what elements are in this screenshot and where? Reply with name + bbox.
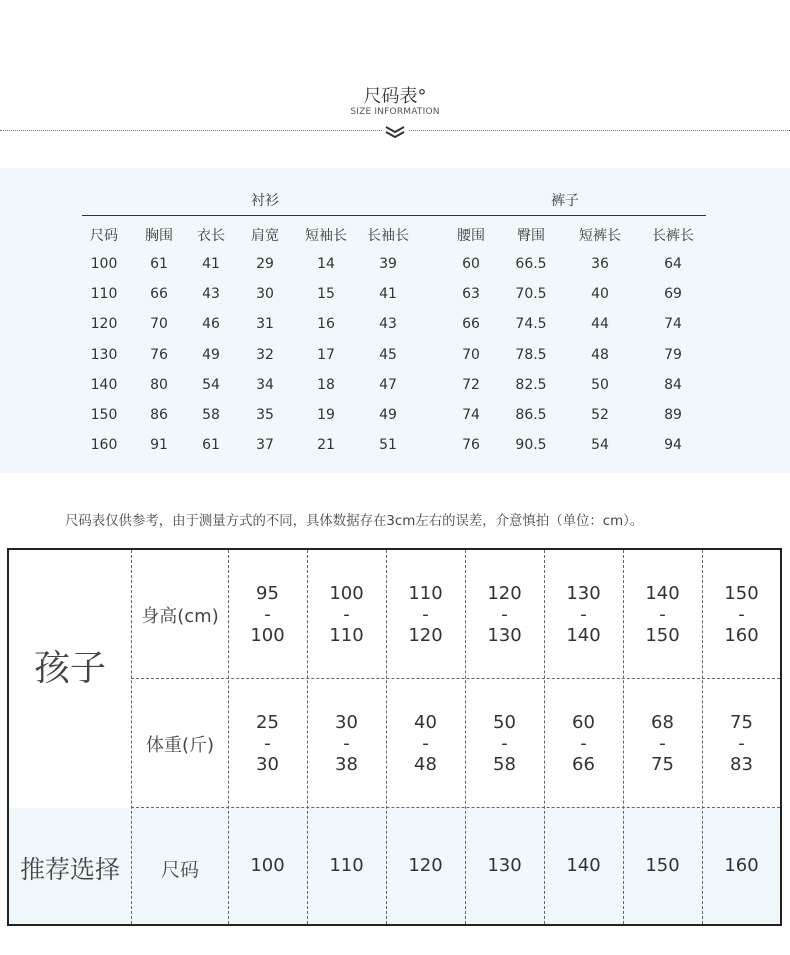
- weight-range-from: 25: [256, 712, 279, 733]
- table-cell: 19: [317, 407, 335, 423]
- table-cell: 46: [202, 316, 220, 333]
- size-value: 100: [250, 855, 285, 876]
- weight-range-to: 75: [651, 754, 674, 775]
- table-cell: 32: [256, 346, 274, 363]
- table-cell: 86.5: [515, 407, 547, 423]
- table-cell: 61: [202, 437, 220, 454]
- table-cell: 51: [379, 437, 397, 454]
- table-cell: 66: [462, 316, 480, 333]
- height-range-separator: -: [659, 604, 666, 625]
- table-cell: 78.5: [515, 346, 547, 363]
- column-header: 衣长: [197, 228, 225, 244]
- height-range-from: 140: [645, 583, 680, 604]
- column-header: 腰围: [457, 228, 485, 244]
- height-range-to: 150: [645, 625, 680, 646]
- table-cell: 54: [591, 437, 609, 454]
- size-value: 150: [645, 855, 680, 876]
- table-cell: 64: [664, 256, 682, 272]
- weight-range-from: 60: [572, 712, 595, 733]
- table-cell: 45: [379, 346, 397, 363]
- weight-range-separator: -: [422, 733, 429, 754]
- table-cell: 44: [591, 316, 609, 333]
- table-cell: 21: [317, 437, 335, 454]
- grid-hline: [131, 807, 780, 808]
- height-range-separator: -: [501, 604, 508, 625]
- table-cell: 100: [90, 256, 118, 272]
- height-label: 身高(cm): [141, 606, 219, 627]
- table-cell: 15: [317, 286, 335, 303]
- page-subtitle: SIZE INFORMATION: [350, 107, 440, 117]
- weight-range-separator: -: [501, 733, 508, 754]
- table-cell: 86: [150, 407, 168, 423]
- column-header: 臀围: [517, 228, 545, 244]
- table-cell: 66.5: [515, 256, 547, 272]
- weight-range-from: 40: [414, 712, 437, 733]
- height-range-to: 160: [724, 625, 759, 646]
- height-range-to: 120: [408, 625, 443, 646]
- grid-hline: [131, 678, 780, 679]
- table-cell: 16: [317, 316, 335, 333]
- table-cell: 39: [379, 256, 397, 272]
- weight-range-separator: -: [264, 733, 271, 754]
- table-cell: 60: [462, 256, 480, 272]
- double-chevron-down-icon: [382, 124, 408, 140]
- size-label: 尺码: [160, 859, 199, 881]
- table-cell: 94: [664, 437, 682, 454]
- height-range-from: 100: [329, 583, 364, 604]
- table-cell: 110: [90, 286, 118, 303]
- table-cell: 43: [202, 286, 220, 303]
- height-range-separator: -: [264, 604, 271, 625]
- weight-range-to: 38: [335, 754, 358, 775]
- height-range-from: 110: [408, 583, 443, 604]
- weight-range-from: 75: [730, 712, 753, 733]
- table-cell: 41: [379, 286, 397, 303]
- weight-label: 体重(斤): [145, 735, 215, 756]
- pants-group-label: 裤子: [551, 193, 579, 209]
- table-cell: 61: [150, 256, 168, 272]
- table-cell: 63: [462, 286, 480, 303]
- height-range-separator: -: [422, 604, 429, 625]
- size-value: 160: [724, 855, 759, 876]
- table-cell: 17: [317, 346, 335, 363]
- height-range-separator: -: [738, 604, 745, 625]
- column-header: 长袖长: [367, 228, 409, 244]
- table-cell: 66: [150, 286, 168, 303]
- child-label: 孩子: [33, 648, 106, 689]
- table-cell: 52: [591, 407, 609, 423]
- table-cell: 49: [379, 407, 397, 423]
- table-cell: 74.5: [515, 316, 547, 333]
- table-cell: 43: [379, 316, 397, 333]
- height-range-to: 110: [329, 625, 364, 646]
- height-range-from: 150: [724, 583, 759, 604]
- table-cell: 80: [150, 376, 168, 393]
- shirt-group-label: 衬衫: [251, 193, 279, 209]
- weight-range-from: 50: [493, 712, 516, 733]
- size-note: 尺码表仅供参考，由于测量方式的不同，具体数据存在3cm左右的误差，介意慎拍（单位：cm）。: [65, 514, 644, 529]
- column-header: 尺码: [90, 228, 118, 244]
- column-header: 短袖长: [305, 228, 347, 244]
- weight-range-separator: -: [738, 733, 745, 754]
- table-cell: 70.5: [515, 286, 547, 303]
- table-cell: 84: [664, 376, 682, 393]
- height-range-from: 120: [487, 583, 522, 604]
- table-cell: 70: [150, 316, 168, 333]
- table-cell: 72: [462, 376, 480, 393]
- table-cell: 150: [90, 407, 118, 423]
- table-cell: 30: [256, 286, 274, 303]
- column-header: 肩宽: [251, 228, 279, 244]
- table-cell: 76: [462, 437, 480, 454]
- height-range-to: 140: [566, 625, 601, 646]
- table-cell: 40: [591, 286, 609, 303]
- height-range-to: 100: [250, 625, 285, 646]
- height-range-from: 130: [566, 583, 601, 604]
- table-cell: 82.5: [515, 376, 547, 393]
- size-value: 140: [566, 855, 601, 876]
- table-cell: 47: [379, 376, 397, 393]
- table-cell: 91: [150, 437, 168, 454]
- table-cell: 74: [664, 316, 682, 333]
- table-cell: 29: [256, 256, 274, 272]
- column-header: 短裤长: [579, 228, 621, 244]
- weight-range-to: 66: [572, 754, 595, 775]
- table-cell: 140: [90, 376, 118, 393]
- table-cell: 160: [90, 437, 118, 454]
- weight-range-to: 48: [414, 754, 437, 775]
- table-cell: 50: [591, 376, 609, 393]
- table-cell: 69: [664, 286, 682, 303]
- table-cell: 76: [150, 346, 168, 363]
- size-value: 110: [329, 855, 364, 876]
- table-cell: 18: [317, 376, 335, 393]
- page-title: 尺码表°: [363, 86, 427, 107]
- table-cell: 120: [90, 316, 118, 333]
- table-cell: 41: [202, 256, 220, 272]
- table-cell: 36: [591, 256, 609, 272]
- size-value: 130: [487, 855, 522, 876]
- weight-range-from: 30: [335, 712, 358, 733]
- column-header: 长裤长: [652, 228, 694, 244]
- weight-range-from: 68: [651, 712, 674, 733]
- weight-range-separator: -: [343, 733, 350, 754]
- table-cell: 130: [90, 346, 118, 363]
- table-cell: 49: [202, 346, 220, 363]
- table-cell: 37: [256, 437, 274, 454]
- table-cell: 35: [256, 407, 274, 423]
- height-range-separator: -: [343, 604, 350, 625]
- column-header: 胸围: [145, 228, 173, 244]
- height-range-from: 95: [256, 583, 279, 604]
- table-cell: 14: [317, 256, 335, 272]
- table-cell: 58: [202, 407, 220, 423]
- group-divider: [82, 215, 706, 216]
- table-cell: 31: [256, 316, 274, 333]
- weight-range-separator: -: [580, 733, 587, 754]
- recommend-label: 推荐选择: [19, 855, 120, 884]
- weight-range-separator: -: [659, 733, 666, 754]
- size-value: 120: [408, 855, 443, 876]
- weight-range-to: 83: [730, 754, 753, 775]
- table-cell: 70: [462, 346, 480, 363]
- table-cell: 79: [664, 346, 682, 363]
- table-cell: 89: [664, 407, 682, 423]
- height-range-separator: -: [580, 604, 587, 625]
- table-cell: 48: [591, 346, 609, 363]
- height-range-to: 130: [487, 625, 522, 646]
- table-cell: 90.5: [515, 437, 547, 454]
- table-cell: 34: [256, 376, 274, 393]
- weight-range-to: 30: [256, 754, 279, 775]
- weight-range-to: 58: [493, 754, 516, 775]
- table-cell: 54: [202, 376, 220, 393]
- table-cell: 74: [462, 407, 480, 423]
